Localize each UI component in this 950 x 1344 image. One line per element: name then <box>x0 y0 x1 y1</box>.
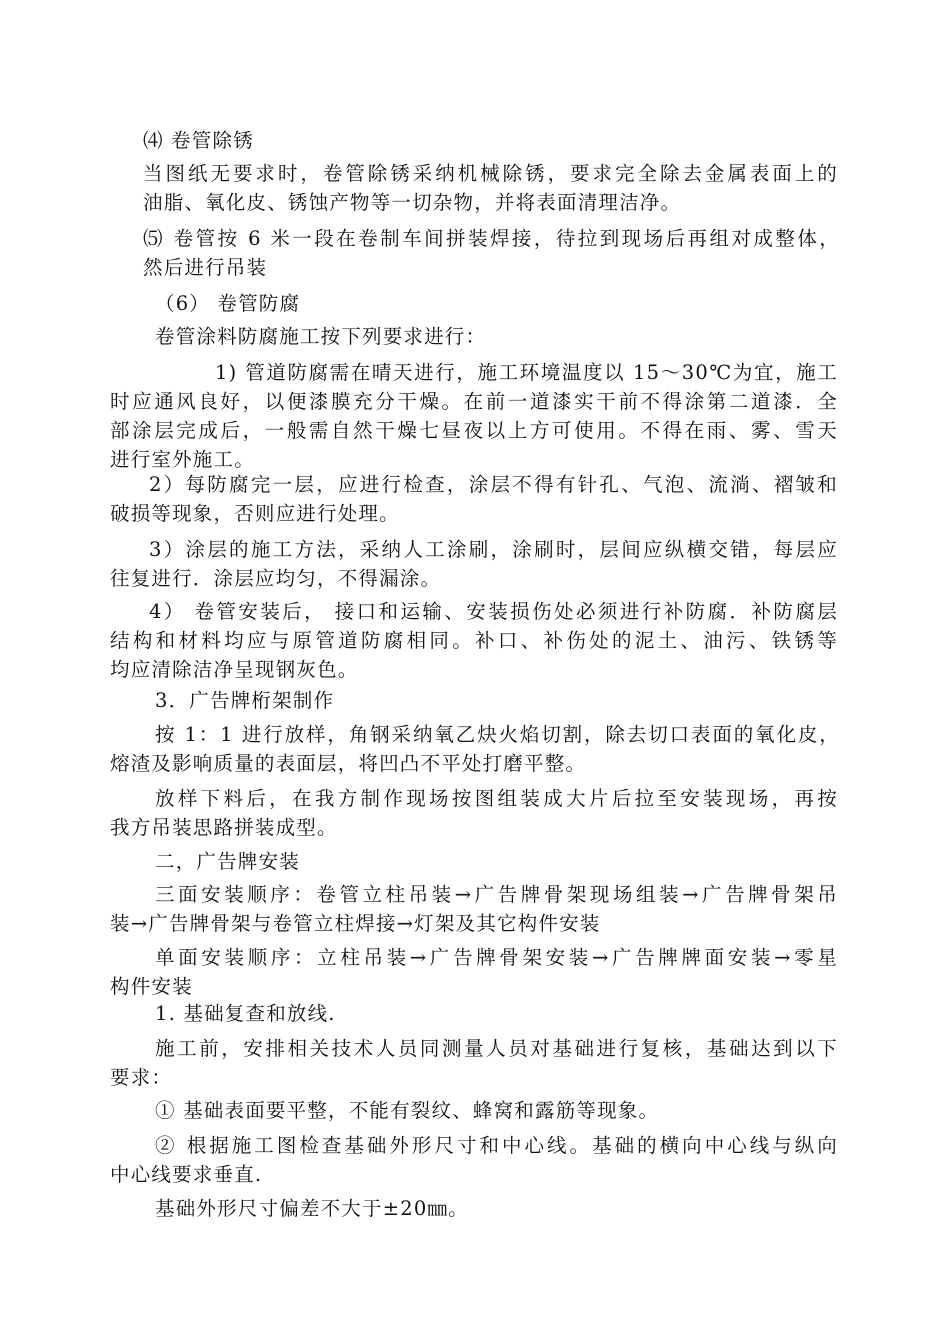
paragraph-requirement-2 <box>110 1131 838 1189</box>
text-line: 1. 基础复查和放线. <box>155 1002 336 1025</box>
text-line: 要求： <box>110 1066 173 1089</box>
paragraph-tolerance <box>155 1194 469 1223</box>
text-line: 构件安装 <box>110 975 193 998</box>
heading-billboard-installation <box>155 847 300 876</box>
text-line: 进行室外施工。 <box>110 448 255 471</box>
text-line: 单面安装顺序：立柱吊装→广告牌骨架安装→广告牌牌面安装→零星 <box>155 946 838 969</box>
text-line: 熔渣及影响质量的表面层，将凹凸不平处打磨平整。 <box>110 752 587 775</box>
text-line: ⑸ 卷管按 6 米一段在卷制车间拼装焊接，待拉到现场后再组对成整体， <box>143 227 840 250</box>
heading-foundation-check <box>155 999 336 1028</box>
text-line: （6） 卷管防腐 <box>155 292 301 315</box>
text-line: 二，广告牌安装 <box>155 850 300 873</box>
text-line: 3．广告牌桁架制作 <box>155 689 335 712</box>
paragraph-single-side-sequence <box>110 943 838 1001</box>
paragraph-pipe-welding <box>143 224 840 282</box>
paragraph-item-2 <box>110 470 838 528</box>
text-line: 1) 管道防腐需在晴天进行，施工环境温度以 15～30℃为宜，施工 <box>215 361 838 384</box>
paragraph-item-1 <box>110 358 838 474</box>
heading-pipe-rust-removal <box>143 126 254 155</box>
text-line: 结构和材料均应与原管道防腐相同。补口、补伤处的泥土、油污、铁锈等 <box>110 629 838 652</box>
heading-billboard-truss <box>155 686 334 715</box>
paragraph-coating-requirements <box>155 322 486 351</box>
text-line: ① 基础表面要平整，不能有裂纹、蜂窝和露筋等现象。 <box>155 1099 660 1122</box>
paragraph-item-4 <box>110 597 838 684</box>
text-line: 放样下料后，在我方制作现场按图组装成大片后拉至安装现场，再按 <box>155 787 838 810</box>
text-line: 当图纸无要求时，卷管除锈采纳机械除锈，要求完全除去金属表面上的 <box>143 162 838 185</box>
text-line: 然后进行吊装 <box>143 256 268 279</box>
paragraph-assembly <box>110 784 838 842</box>
text-line: 装→广告牌骨架与卷管立柱焊接→灯架及其它构件安装 <box>110 912 601 935</box>
text-line: 卷管涂料防腐施工按下列要求进行： <box>155 325 487 348</box>
text-line: ② 根据施工图检查基础外形尺寸和中心线。基础的横向中心线与纵向 <box>155 1134 838 1157</box>
text-line: 2）每防腐完一层，应进行检查，涂层不得有针孔、气泡、流淌、褶皱和 <box>149 473 838 496</box>
text-line: 4） 卷管安装后， 接口和运输、安装损伤处必须进行补防腐．补防腐层 <box>149 600 838 623</box>
paragraph-foundation-review <box>110 1034 838 1092</box>
text-line: 中心线要求垂直. <box>110 1163 263 1186</box>
text-line: 3）涂层的施工方法，采纳人工涂刷，涂刷时，层间应纵横交错，每层应 <box>149 538 838 561</box>
text-line: ⑷ 卷管除锈 <box>143 129 254 152</box>
text-line: 部涂层完成后，一般需自然干燥七昼夜以上方可使用。不得在雨、雾、雪天 <box>110 419 838 442</box>
paragraph-item-3 <box>110 535 838 593</box>
text-line: 三面安装顺序：卷管立柱吊装→广告牌骨架现场组装→广告牌骨架吊 <box>155 883 838 906</box>
paragraph-requirement-1 <box>155 1096 659 1125</box>
heading-pipe-anticorrosion <box>155 289 300 318</box>
text-line: 时应通风良好，以便漆膜充分干燥。在前一道漆实干前不得涂第二道漆．全 <box>110 390 838 413</box>
paragraph-rust-removal <box>143 159 838 217</box>
text-line: 油脂、氧化皮、锈蚀产物等一切杂物，并将表面清理洁净。 <box>143 191 682 214</box>
text-line: 往复进行．涂层应均匀，不得漏涂。 <box>110 567 442 590</box>
paragraph-layout-cutting <box>110 720 840 778</box>
text-line: 按 1：1 进行放样，角钢采纳氧乙炔火焰切割，除去切口表面的氧化皮， <box>155 723 840 746</box>
paragraph-three-side-sequence <box>110 880 838 938</box>
text-line: 施工前，安排相关技术人员同测量人员对基础进行复核，基础达到以下 <box>155 1037 838 1060</box>
text-line: 破损等现象，否则应进行处理。 <box>110 502 400 525</box>
text-line: 均应清除洁净呈现钢灰色。 <box>110 658 359 681</box>
text-line: 我方吊装思路拼装成型。 <box>110 816 338 839</box>
text-line: 基础外形尺寸偏差不大于±20㎜。 <box>155 1197 469 1220</box>
